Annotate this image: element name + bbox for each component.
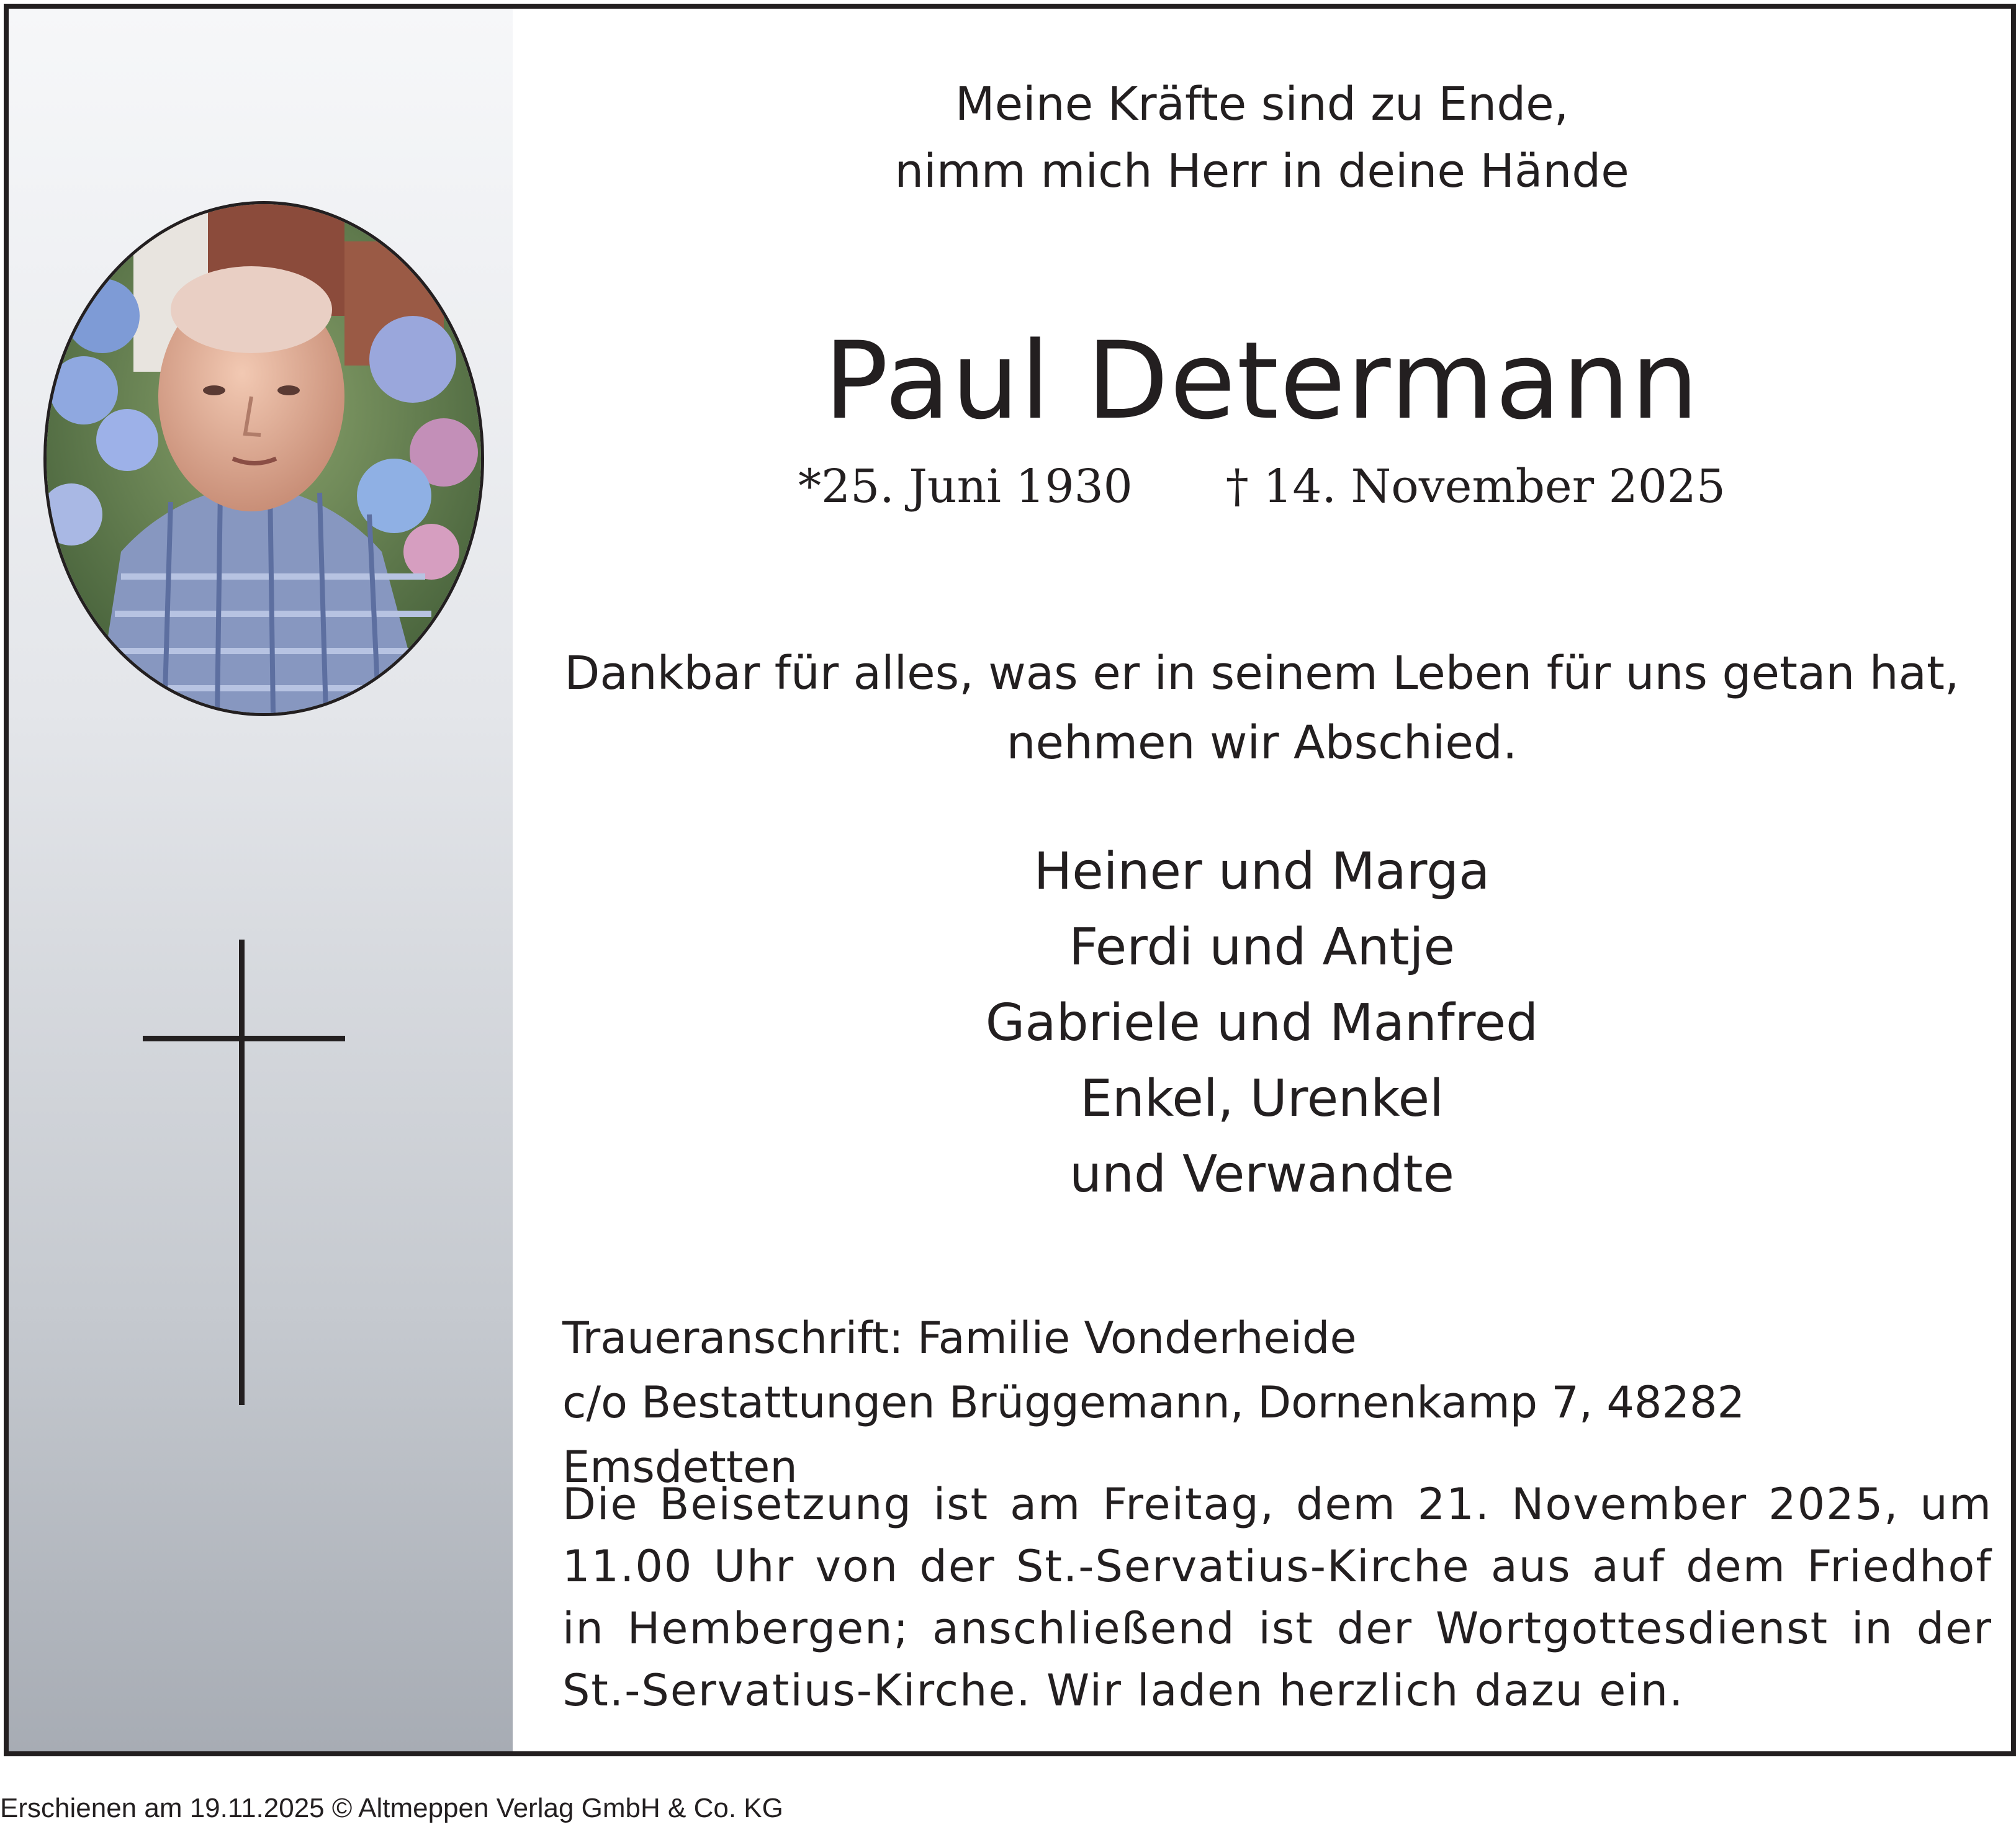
cross-horizontal-bar bbox=[143, 1036, 345, 1041]
death-date: † 14. November 2025 bbox=[1225, 460, 1726, 513]
thanks-line-2: nehmen wir Abschied. bbox=[1006, 716, 1518, 770]
mourner: Ferdi und Antje bbox=[1069, 918, 1455, 977]
portrait-photo bbox=[43, 201, 484, 716]
life-dates bbox=[513, 456, 2011, 518]
notice-content bbox=[513, 9, 2011, 1751]
thanks-line-1: Dankbar für alles, was er in seinem Leben für uns getan hat, bbox=[564, 647, 1960, 700]
verse-line-1: Meine Kräfte sind zu Ende, bbox=[955, 78, 1569, 131]
mourner: und Verwandte bbox=[1069, 1145, 1454, 1204]
cross-vertical-bar bbox=[239, 940, 245, 1405]
birth-date: *25. Juni 1930 bbox=[798, 460, 1133, 513]
mourners-list bbox=[513, 834, 2011, 1213]
address-line-2: c/o Bestattungen Brüggemann, Dornenkamp 7, 48282 Emsdetten bbox=[562, 1377, 1745, 1493]
sidebar-panel bbox=[9, 9, 513, 1751]
thanks-text bbox=[513, 639, 2011, 778]
mourner: Gabriele und Manfred bbox=[985, 994, 1539, 1053]
mourner: Enkel, Urenkel bbox=[1080, 1069, 1444, 1128]
verse bbox=[513, 71, 2011, 205]
cross-icon bbox=[143, 940, 345, 1405]
address-line-1: Traueranschrift: Familie Vonderheide bbox=[562, 1313, 1357, 1363]
burial-information: Die Beisetzung ist am Freitag, dem 21. November 2025, um 11.00 Uhr von der St.-Servatius-Kirche aus auf dem Friedhof in Hembergen; anschließend ist der Wortgottesdienst in der St.-Servatius-Kirche. Wir laden herzlich dazu ein. bbox=[562, 1479, 1992, 1716]
publication-footer: Erschienen am 19.11.2025 © Altmeppen Verlag GmbH & Co. KG bbox=[0, 1793, 783, 1823]
mourning-address bbox=[562, 1306, 1986, 1499]
deceased-name: Paul Determann bbox=[824, 318, 1700, 443]
obituary-notice bbox=[4, 4, 2016, 1756]
verse-line-2: nimm mich Herr in deine Hände bbox=[894, 145, 1629, 198]
portrait-illustration bbox=[47, 204, 481, 713]
mourner: Heiner und Marga bbox=[1033, 842, 1490, 901]
